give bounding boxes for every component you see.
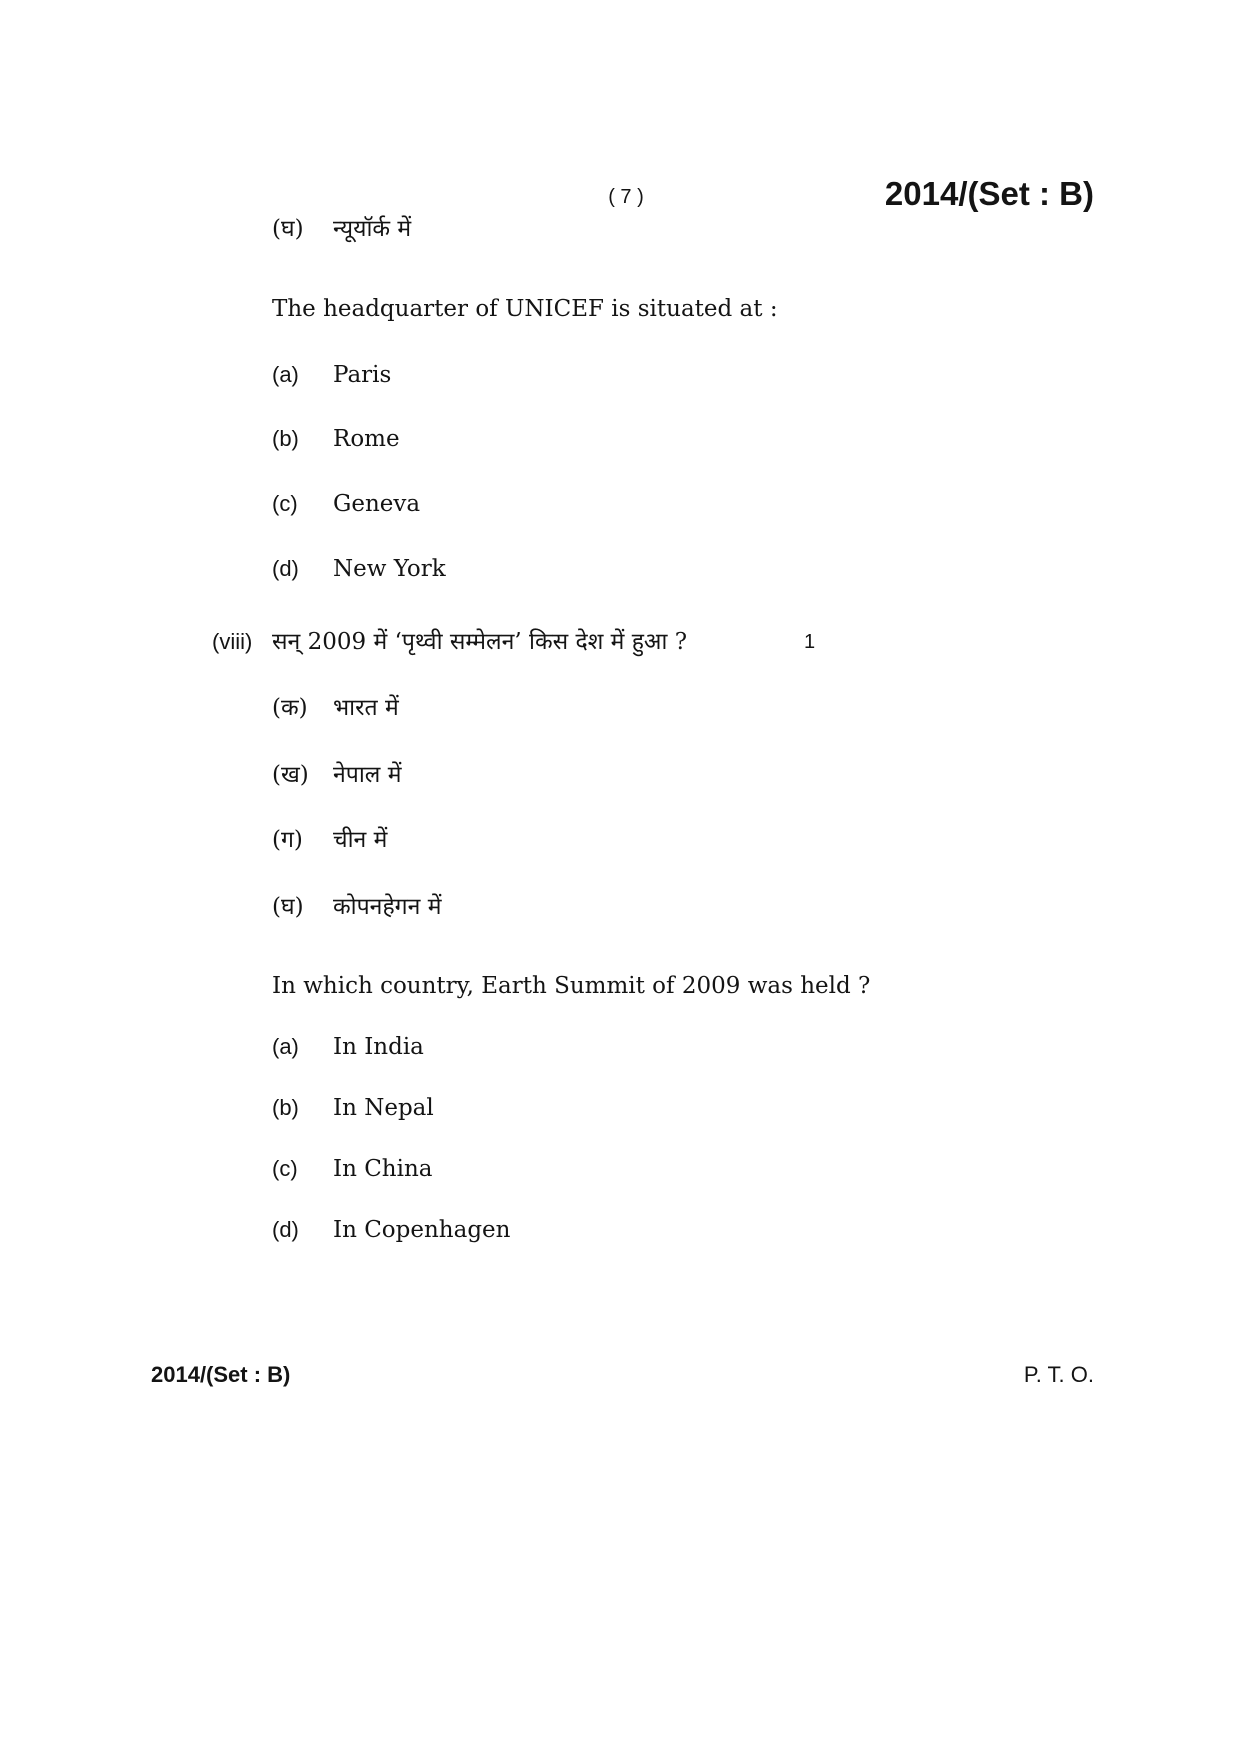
marks: 1: [804, 631, 816, 653]
option-text: कोपनहेगन में: [333, 894, 442, 920]
footer-paper-code: 2014/(Set : B): [151, 1362, 291, 1387]
pto-text: P. T. O.: [1023, 1362, 1094, 1387]
option-text: Geneva: [333, 491, 421, 517]
option-label: (d): [272, 1217, 299, 1242]
option-label: (ख): [272, 762, 309, 788]
option-label: (a): [272, 362, 299, 387]
option-row: [0, 1215, 1240, 1245]
option-row: [0, 1093, 1240, 1123]
option-row: [0, 554, 1240, 584]
option-label: (c): [272, 491, 298, 516]
option-text: In Nepal: [333, 1095, 434, 1121]
question-row: [0, 627, 1240, 657]
option-text: भारत में: [333, 695, 399, 721]
option-text: Paris: [333, 362, 392, 388]
question-row: [0, 294, 1240, 324]
option-text: चीन में: [333, 827, 388, 853]
paper-code-header: 2014/(Set : B): [884, 175, 1094, 212]
option-row: [0, 360, 1240, 390]
option-row: [0, 892, 1240, 922]
question-text: In which country, Earth Summit of 2009 was held ?: [272, 973, 871, 999]
option-row: [0, 424, 1240, 454]
option-row: [0, 693, 1240, 723]
question-row: [0, 971, 1240, 1001]
question-number: (viii): [212, 629, 253, 654]
option-label: (d): [272, 556, 299, 581]
option-label: (ग): [272, 827, 303, 853]
option-text: In Copenhagen: [333, 1217, 511, 1243]
option-row: [0, 214, 1240, 244]
option-label: (b): [272, 426, 299, 451]
option-label: (घ): [272, 216, 304, 242]
option-label: (क): [272, 695, 308, 721]
option-row: [0, 760, 1240, 790]
question-text: The headquarter of UNICEF is situated at :: [272, 296, 778, 322]
question-text-hindi: सन् 2009 में ‘पृथ्वी सम्मेलन’ किस देश में हुआ ?: [272, 629, 688, 655]
option-text: New York: [333, 556, 446, 582]
option-text: नेपाल में: [333, 762, 402, 788]
option-label: (b): [272, 1095, 299, 1120]
option-row: [0, 825, 1240, 855]
option-label: (c): [272, 1156, 298, 1181]
option-text: न्यूयॉर्क में: [333, 216, 412, 242]
page-number: ( 7 ): [608, 186, 644, 208]
option-row: [0, 489, 1240, 519]
option-label: (घ): [272, 894, 304, 920]
option-text: In China: [333, 1156, 433, 1182]
option-label: (a): [272, 1034, 299, 1059]
option-row: [0, 1154, 1240, 1184]
option-row: [0, 1032, 1240, 1062]
option-text: In India: [333, 1034, 424, 1060]
option-text: Rome: [333, 426, 400, 452]
